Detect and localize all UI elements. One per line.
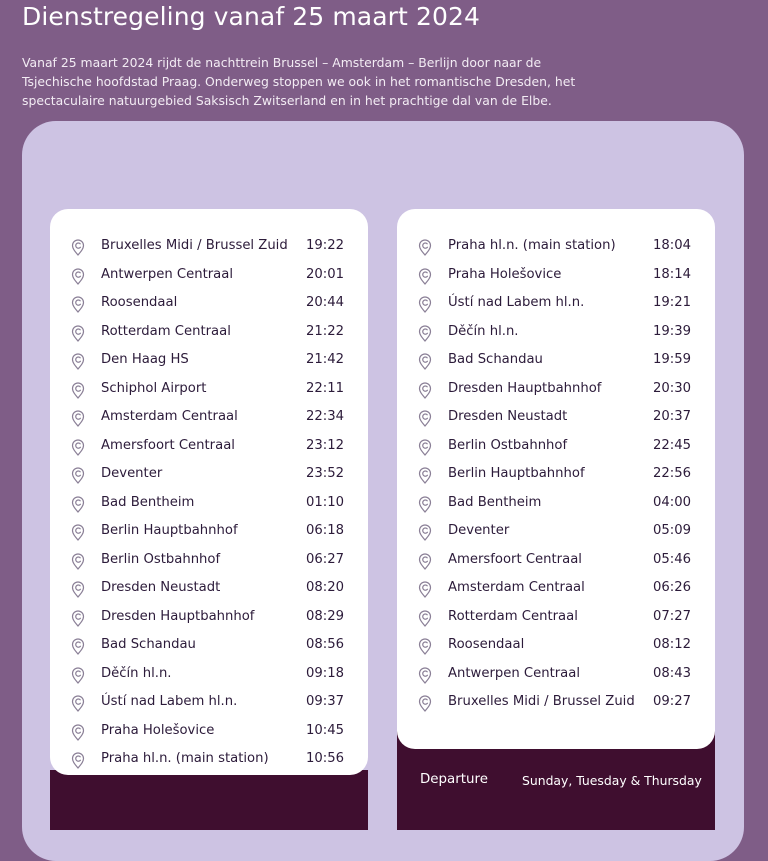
stop-time: 23:12 [306,437,345,453]
stop-row [50,262,368,290]
location-pin-icon [71,439,85,456]
station-name: Antwerpen Centraal [101,266,234,282]
schedule-days: Sunday, Tuesday & Thursday [522,773,702,788]
stop-time: 09:18 [306,665,345,681]
location-pin-icon [418,667,432,684]
stop-row [397,604,715,632]
location-pin-icon [418,581,432,598]
location-pin-icon [418,553,432,570]
location-pin-icon [418,325,432,342]
station-name: Berlin Hauptbahnhof [101,523,238,538]
station-name: Rotterdam Centraal [101,323,231,339]
location-pin-icon [418,610,432,627]
stop-row [397,661,715,689]
stop-time: 21:42 [306,352,345,367]
stop-row [397,433,715,461]
stop-time: 10:56 [306,751,345,766]
stop-row [50,575,368,603]
stop-time: 10:45 [306,722,345,738]
station-name: Antwerpen Centraal [448,665,581,681]
stop-row [50,376,368,404]
stop-row [50,490,368,518]
station-name: Bad Schandau [448,352,543,367]
location-pin-icon [71,496,85,513]
location-pin-icon [71,325,85,342]
location-pin-icon [71,410,85,427]
stop-row [397,461,715,489]
stop-time: 19:22 [306,238,345,253]
location-pin-icon [71,724,85,741]
station-name: Děčín hl.n. [448,323,519,339]
location-pin-icon [71,268,85,285]
stop-row [50,518,368,546]
stop-row [50,233,368,261]
stop-row [50,604,368,632]
schedule-row [397,772,715,794]
station-name: Bad Bentheim [101,494,195,510]
stop-time: 08:43 [653,665,692,681]
stop-row [50,433,368,461]
stop-time: 20:44 [306,295,345,310]
stop-time: 09:27 [653,694,692,709]
station-name: Praha Holešovice [101,722,215,738]
location-pin-icon [71,382,85,399]
station-name: Bruxelles Midi / Brussel Zuid [101,238,288,253]
location-pin-icon [418,467,432,484]
station-name: Dresden Hauptbahnhof [101,608,255,624]
station-name: Bad Bentheim [448,494,542,510]
location-pin-icon [418,239,432,256]
stop-time: 20:37 [653,409,692,424]
stop-time: 05:09 [653,523,692,538]
location-pin-icon [418,382,432,399]
stop-row [397,518,715,546]
location-pin-icon [418,353,432,370]
stop-row [50,632,368,660]
stop-time: 06:18 [306,523,345,538]
stop-time: 08:20 [306,580,345,595]
stop-row [397,632,715,660]
station-name: Děčín hl.n. [101,665,172,681]
stop-time: 22:34 [306,409,345,424]
station-name: Dresden Neustadt [101,580,221,595]
station-name: Den Haag HS [101,352,189,367]
location-pin-icon [71,667,85,684]
stop-time: 18:14 [653,266,692,282]
location-pin-icon [418,524,432,541]
station-name: Dresden Hauptbahnhof [448,380,602,396]
stop-row [50,718,368,746]
station-name: Dresden Neustadt [448,409,568,424]
station-name: Amsterdam Centraal [448,580,585,595]
stop-time: 18:04 [653,238,692,253]
stop-row [50,319,368,347]
stop-row [50,746,368,774]
location-pin-icon [418,296,432,313]
location-pin-icon [71,581,85,598]
stop-row [50,290,368,318]
station-name: Deventer [448,523,510,538]
station-name: Ústí nad Labem hl.n. [448,295,585,310]
station-name: Roosendaal [448,637,525,652]
station-name: Amsterdam Centraal [101,409,238,424]
stop-time: 21:22 [306,323,345,339]
station-name: Bad Schandau [101,637,196,652]
stop-row [50,347,368,375]
stop-time: 07:27 [653,608,692,624]
location-pin-icon [418,268,432,285]
stop-time: 22:56 [653,466,692,481]
stop-time: 19:39 [653,323,692,339]
stop-time: 22:45 [653,437,692,453]
location-pin-icon [71,296,85,313]
station-name: Berlin Hauptbahnhof [448,466,585,481]
stop-time: 19:59 [653,352,692,367]
stop-time: 04:00 [653,494,692,510]
station-name: Rotterdam Centraal [448,608,578,624]
station-name: Praha hl.n. (main station) [101,751,269,766]
station-name: Schiphol Airport [101,380,207,396]
location-pin-icon [418,638,432,655]
station-name: Amersfoort Centraal [448,551,582,567]
schedule-label: Departure [420,772,488,787]
location-pin-icon [71,752,85,769]
stop-row [397,404,715,432]
stop-row [397,347,715,375]
station-name: Bruxelles Midi / Brussel Zuid [448,694,635,709]
stop-time: 23:52 [306,466,345,481]
stop-row [397,233,715,261]
stop-row [397,547,715,575]
stop-time: 09:37 [306,694,345,709]
location-pin-icon [418,496,432,513]
stop-time: 06:27 [306,551,345,567]
stop-row [397,376,715,404]
page-title: Dienstregeling vanaf 25 maart 2024 [22,2,480,31]
location-pin-icon [71,353,85,370]
station-name: Deventer [101,466,163,481]
stop-time: 01:10 [306,494,345,510]
stop-time: 06:26 [653,580,692,595]
stop-time: 08:12 [653,637,692,652]
stop-row [50,661,368,689]
station-name: Roosendaal [101,295,178,310]
station-name: Berlin Ostbahnhof [101,551,221,567]
location-pin-icon [71,610,85,627]
return-timetable-card [397,209,715,749]
station-name: Berlin Ostbahnhof [448,437,568,453]
station-name: Praha hl.n. (main station) [448,238,616,253]
station-name: Ústí nad Labem hl.n. [101,694,238,709]
stop-row [397,490,715,518]
stop-row [50,404,368,432]
location-pin-icon [71,638,85,655]
stop-row [397,290,715,318]
stop-time: 08:56 [306,637,345,652]
stop-row [50,461,368,489]
stop-time: 20:01 [306,266,345,282]
stop-row [397,262,715,290]
stop-time: 19:21 [653,295,692,310]
location-pin-icon [71,239,85,256]
location-pin-icon [418,439,432,456]
location-pin-icon [71,695,85,712]
stop-time: 05:46 [653,551,692,567]
stop-row [50,689,368,717]
intro-text: Vanaf 25 maart 2024 rijdt de nachttrein Brussel – Amsterdam – Berlijn door naar de Tsjechische hoofdstad Praag. Onderweg stoppen we ook in het romantische Dresden, het spectaculaire natuurgebied Saksisch Zwitserland en in het prachtige dal van de Elbe. [22,55,576,108]
stop-row [397,689,715,717]
stop-time: 08:29 [306,608,345,624]
location-pin-icon [71,524,85,541]
location-pin-icon [418,410,432,427]
location-pin-icon [418,695,432,712]
stop-time: 20:30 [653,380,692,396]
stop-time: 22:11 [306,380,345,396]
stop-row [397,319,715,347]
location-pin-icon [71,467,85,484]
outbound-schedule-footer [50,770,368,830]
outbound-timetable-card [50,209,368,775]
station-name: Praha Holešovice [448,266,562,282]
stop-row [397,575,715,603]
stop-row [50,547,368,575]
location-pin-icon [71,553,85,570]
station-name: Amersfoort Centraal [101,437,235,453]
